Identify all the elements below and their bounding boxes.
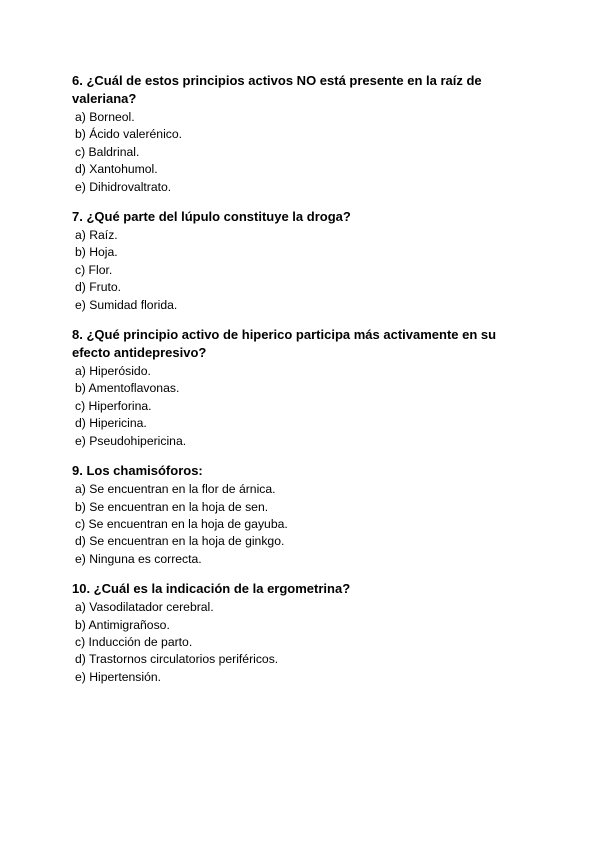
question-9-option-b: b) Se encuentran en la hoja de sen. — [75, 499, 269, 514]
question-7 — [72, 208, 532, 314]
question-10-options — [72, 599, 532, 686]
question-6-option-b: b) Ácido valerénico. — [75, 127, 183, 142]
question-8-option-a: a) Hiperósido. — [75, 364, 151, 379]
question-6-option-c: c) Baldrinal. — [75, 144, 140, 159]
question-9-option-e: e) Ninguna es correcta. — [75, 551, 202, 566]
question-7-option-b: b) Hoja. — [75, 245, 118, 260]
question-9-options — [72, 481, 532, 568]
question-6-option-a: a) Borneol. — [75, 110, 135, 124]
question-10-option-d: d) Trastornos circulatorios periféricos. — [75, 652, 279, 667]
question-10-option-e: e) Hipertensión. — [75, 669, 162, 684]
question-list — [72, 72, 532, 698]
question-7-option-e: e) Sumidad florida. — [75, 297, 178, 312]
question-7-title: 7. ¿Qué parte del lúpulo constituye la droga? — [72, 209, 351, 225]
question-10-option-a: a) Vasodilatador cerebral. — [75, 600, 214, 615]
question-8 — [72, 326, 532, 450]
question-6 — [72, 72, 532, 196]
question-9-option-c: c) Se encuentran en la hoja de gayuba. — [75, 516, 288, 531]
question-7-options — [72, 227, 532, 314]
question-9-option-a: a) Se encuentran en la flor de árnica. — [75, 482, 276, 497]
question-10-title: 10. ¿Cuál es la indicación de la ergometrina? — [72, 581, 351, 597]
question-8-option-e: e) Pseudohipericina. — [75, 433, 187, 448]
question-7-option-a: a) Raíz. — [75, 228, 118, 243]
question-7-option-c: c) Flor. — [75, 262, 113, 277]
question-7-option-d: d) Fruto. — [75, 280, 122, 295]
question-8-option-b: b) Amentoflavonas. — [75, 381, 180, 396]
question-9-option-d: d) Se encuentran en la hoja de ginkgo. — [75, 534, 285, 549]
question-8-title: 8. ¿Qué principio activo de hiperico participa más activamente en su efecto antidepresivo? — [72, 327, 497, 361]
question-10 — [72, 580, 532, 686]
question-6-option-d: d) Xantohumol. — [75, 162, 158, 177]
question-6-title: 6. ¿Cuál de estos principios activos NO está presente en la raíz de valeriana? — [72, 73, 482, 106]
question-8-options — [72, 363, 532, 450]
question-6-options — [72, 109, 532, 196]
question-10-option-b: b) Antimigrañoso. — [75, 617, 170, 632]
question-6-option-e: e) Dihidrovaltrato. — [75, 179, 172, 194]
question-8-option-d: d) Hipericina. — [75, 416, 147, 431]
question-10-option-c: c) Inducción de parto. — [75, 634, 193, 649]
question-8-option-c: c) Hiperforina. — [75, 398, 152, 413]
question-9-title: 9. Los chamisóforos: — [72, 463, 203, 479]
question-9 — [72, 462, 532, 568]
